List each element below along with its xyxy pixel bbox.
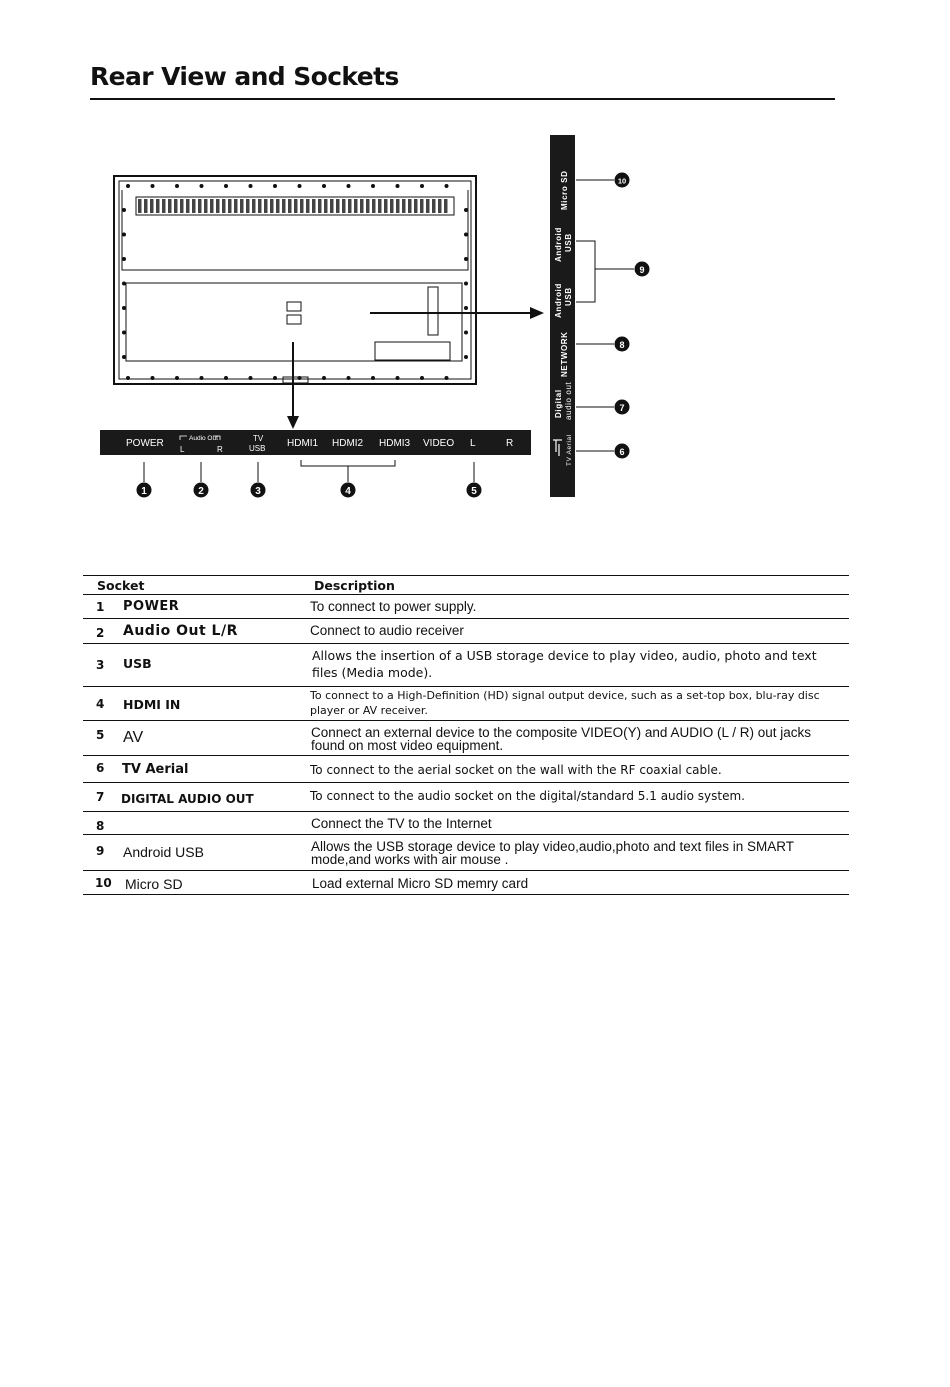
callout-5: [467, 483, 482, 498]
row-description: Connect to audio receiver: [310, 623, 464, 638]
svg-text:10: 10: [617, 176, 627, 186]
side-label-usb-2: USB: [564, 287, 573, 306]
table-row: [83, 783, 849, 812]
row-description: Load external Micro SD memry card: [312, 876, 529, 891]
row-number: 4: [96, 697, 105, 711]
row-socket-name: Android USB: [123, 844, 204, 860]
screw-dot: [420, 376, 424, 380]
screw-dot: [445, 184, 449, 188]
screw-dot: [151, 184, 155, 188]
screw-dot: [200, 376, 204, 380]
bottom-callout-lines: [144, 460, 474, 482]
screw-dot: [371, 376, 375, 380]
screw-dot: [298, 184, 302, 188]
screw-dot: [122, 233, 126, 237]
vent-slot: [282, 199, 286, 213]
row-socket-name: USB: [123, 656, 152, 671]
panel-label-video: VIDEO: [423, 438, 455, 449]
side-label-usb-1: USB: [564, 233, 573, 252]
vent-slot: [426, 199, 430, 213]
svg-text:5: 5: [471, 486, 477, 497]
row-description: Allows the USB storage device to play video,audio,photo and text files in SMART mode,and works with air mouse .: [311, 839, 794, 867]
screw-dot: [122, 257, 126, 261]
table-row: [83, 756, 849, 783]
panel-label-av-l: L: [470, 438, 476, 449]
vent-slot: [276, 199, 280, 213]
svg-text:3: 3: [255, 486, 261, 497]
panel-label-av-r: R: [506, 438, 514, 449]
vent-slot: [438, 199, 442, 213]
row-socket-name: Audio Out L/R: [123, 623, 238, 639]
vent-slot: [180, 199, 184, 213]
vent-slot: [348, 199, 352, 213]
callout-2: [194, 483, 209, 498]
vent-slot: [414, 199, 418, 213]
vent-slot: [222, 199, 226, 213]
vent-slot: [372, 199, 376, 213]
vent-slot: [354, 199, 358, 213]
callout-9: [635, 262, 650, 277]
screw-dot: [151, 376, 155, 380]
screw-dot: [273, 184, 277, 188]
table-header: [83, 575, 849, 595]
header-socket: Socket: [97, 578, 145, 593]
header-description: Description: [314, 578, 395, 593]
vent-slot: [264, 199, 268, 213]
screw-dot: [396, 376, 400, 380]
vent-slot: [204, 199, 208, 213]
vent-slot: [216, 199, 220, 213]
arrow-to-side-panel: [370, 307, 544, 319]
screw-dot: [122, 208, 126, 212]
screw-dot: [347, 376, 351, 380]
panel-label-tv: TV: [253, 434, 264, 443]
vent-slot: [318, 199, 322, 213]
side-label-tv-aerial: TV Aerial: [566, 434, 573, 466]
vent-slot: [324, 199, 328, 213]
table-row: [83, 871, 849, 895]
vent-slot: [168, 199, 172, 213]
vent-slot: [150, 199, 154, 213]
rear-view-diagram: [0, 120, 950, 520]
svg-text:1: 1: [141, 486, 147, 497]
row-number: 9: [96, 844, 105, 858]
vent-slot: [444, 199, 448, 213]
row-number: 6: [96, 761, 105, 775]
vent-slots: [138, 199, 448, 213]
vent-slot: [384, 199, 388, 213]
vent-slot: [390, 199, 394, 213]
vent-slot: [210, 199, 214, 213]
vent-slot: [300, 199, 304, 213]
svg-text:2: 2: [198, 486, 204, 497]
screw-dot: [249, 376, 253, 380]
row-socket-name: Micro SD: [125, 876, 183, 892]
vent-slot: [342, 199, 346, 213]
side-label-android-2: Android: [554, 283, 563, 318]
row-socket-name: HDMI IN: [123, 697, 181, 712]
vent-slot: [366, 199, 370, 213]
screw-dot: [126, 184, 130, 188]
screw-dot: [396, 184, 400, 188]
screw-dot: [322, 184, 326, 188]
screw-dot: [224, 376, 228, 380]
screw-dot: [464, 208, 468, 212]
screw-dot: [175, 376, 179, 380]
screw-dot: [445, 376, 449, 380]
vent-slot: [186, 199, 190, 213]
vent-slot: [252, 199, 256, 213]
svg-text:9: 9: [639, 265, 645, 275]
row-description: To connect to the aerial socket on the wall with the RF coaxial cable.: [310, 763, 722, 777]
vent-slot: [270, 199, 274, 213]
screw-dot: [464, 282, 468, 286]
callout-10: [615, 173, 630, 188]
screw-dot: [122, 355, 126, 359]
screw-dot: [464, 331, 468, 335]
callout-6: [615, 444, 630, 459]
screw-dot: [347, 184, 351, 188]
vent-slot: [294, 199, 298, 213]
svg-text:6: 6: [619, 447, 625, 457]
page-title: Rear View and Sockets: [90, 62, 399, 91]
panel-label-audio-out: Audio Out: [189, 435, 218, 442]
screw-dot: [322, 376, 326, 380]
vent-slot: [138, 199, 142, 213]
screw-dot: [298, 376, 302, 380]
side-label-android-1: Android: [554, 227, 563, 262]
vent-slot: [306, 199, 310, 213]
svg-text:8: 8: [619, 340, 625, 350]
row-number: 8: [96, 819, 105, 833]
row-number: 3: [96, 658, 105, 672]
vent-slot: [408, 199, 412, 213]
screw-dot: [464, 306, 468, 310]
vent-slot: [288, 199, 292, 213]
vent-slot: [258, 199, 262, 213]
table-row: [83, 721, 849, 756]
screw-dots: [122, 184, 468, 380]
screw-dot: [464, 233, 468, 237]
callout-4: [341, 483, 356, 498]
row-description: To connect to the audio socket on the digital/standard 5.1 audio system.: [310, 789, 745, 803]
screw-dot: [122, 282, 126, 286]
vent-slot: [240, 199, 244, 213]
callout-3: [251, 483, 266, 498]
vent-slot: [192, 199, 196, 213]
side-label-network: NETWORK: [560, 331, 569, 377]
row-number: 2: [96, 626, 105, 640]
row-socket-name: AV: [123, 729, 144, 746]
screw-dot: [273, 376, 277, 380]
vent-slot: [144, 199, 148, 213]
row-number: 7: [96, 790, 105, 804]
socket-table: [83, 575, 849, 895]
vent-slot: [228, 199, 232, 213]
panel-label-hdmi3: HDMI3: [379, 438, 411, 449]
table-row: [83, 595, 849, 619]
screw-dot: [224, 184, 228, 188]
vent-slot: [162, 199, 166, 213]
vent-slot: [396, 199, 400, 213]
row-number: 5: [96, 728, 105, 742]
row-description: Connect an external device to the composite VIDEO(Y) and AUDIO (L / R) out jacks found on most video equipment.: [311, 725, 811, 753]
vent-slot: [156, 199, 160, 213]
row-description: To connect to a High-Definition (HD) signal output device, such as a set-top box, blu-ray disc player or AV receiver.: [310, 689, 820, 717]
vent-slot: [234, 199, 238, 213]
table-row: [83, 812, 849, 835]
screw-dot: [175, 184, 179, 188]
panel-label-hdmi1: HDMI1: [287, 438, 319, 449]
panel-label-usb: USB: [249, 444, 266, 453]
panel-label-audio-r: R: [217, 445, 223, 454]
callout-8: [615, 337, 630, 352]
row-socket-name: TV Aerial: [122, 762, 189, 777]
vent-slot: [420, 199, 424, 213]
row-description: To connect to power supply.: [310, 599, 477, 614]
panel-label-power: POWER: [126, 438, 164, 449]
row-number: 10: [95, 876, 112, 890]
vent-slot: [432, 199, 436, 213]
screw-dot: [122, 306, 126, 310]
side-label-digital: Digital: [554, 389, 563, 418]
screw-dot: [464, 355, 468, 359]
vent-slot: [198, 199, 202, 213]
vent-slot: [246, 199, 250, 213]
screw-dot: [122, 331, 126, 335]
row-description: Connect the TV to the Internet: [311, 816, 492, 831]
title-divider: [90, 98, 835, 100]
row-socket-name: POWER: [123, 599, 180, 614]
table-row: [83, 619, 849, 644]
vent-slot: [360, 199, 364, 213]
table-row: [83, 687, 849, 721]
vent-slot: [174, 199, 178, 213]
screw-dot: [464, 257, 468, 261]
callout-1: [137, 483, 152, 498]
table-row: [83, 644, 849, 687]
vent-slot: [330, 199, 334, 213]
row-socket-name: DIGITAL AUDIO OUT: [121, 792, 254, 806]
screw-dot: [420, 184, 424, 188]
vent-slot: [336, 199, 340, 213]
arrow-to-bottom-panel: [287, 342, 299, 429]
side-label-audio-out: audio out: [564, 381, 573, 420]
row-description: Allows the insertion of a USB storage device to play video, audio, photo and text files (Media mode).: [312, 648, 817, 680]
vent-slot: [312, 199, 316, 213]
screw-dot: [126, 376, 130, 380]
svg-text:7: 7: [619, 403, 625, 413]
table-row: [83, 835, 849, 871]
vent-slot: [378, 199, 382, 213]
screw-dot: [249, 184, 253, 188]
side-label-micro-sd: Micro SD: [560, 170, 569, 210]
screw-dot: [200, 184, 204, 188]
screw-dot: [371, 184, 375, 188]
svg-text:4: 4: [345, 486, 351, 497]
callout-7: [615, 400, 630, 415]
vent-slot: [402, 199, 406, 213]
row-number: 1: [96, 600, 105, 614]
panel-label-hdmi2: HDMI2: [332, 438, 364, 449]
panel-label-audio-l: L: [180, 445, 185, 454]
